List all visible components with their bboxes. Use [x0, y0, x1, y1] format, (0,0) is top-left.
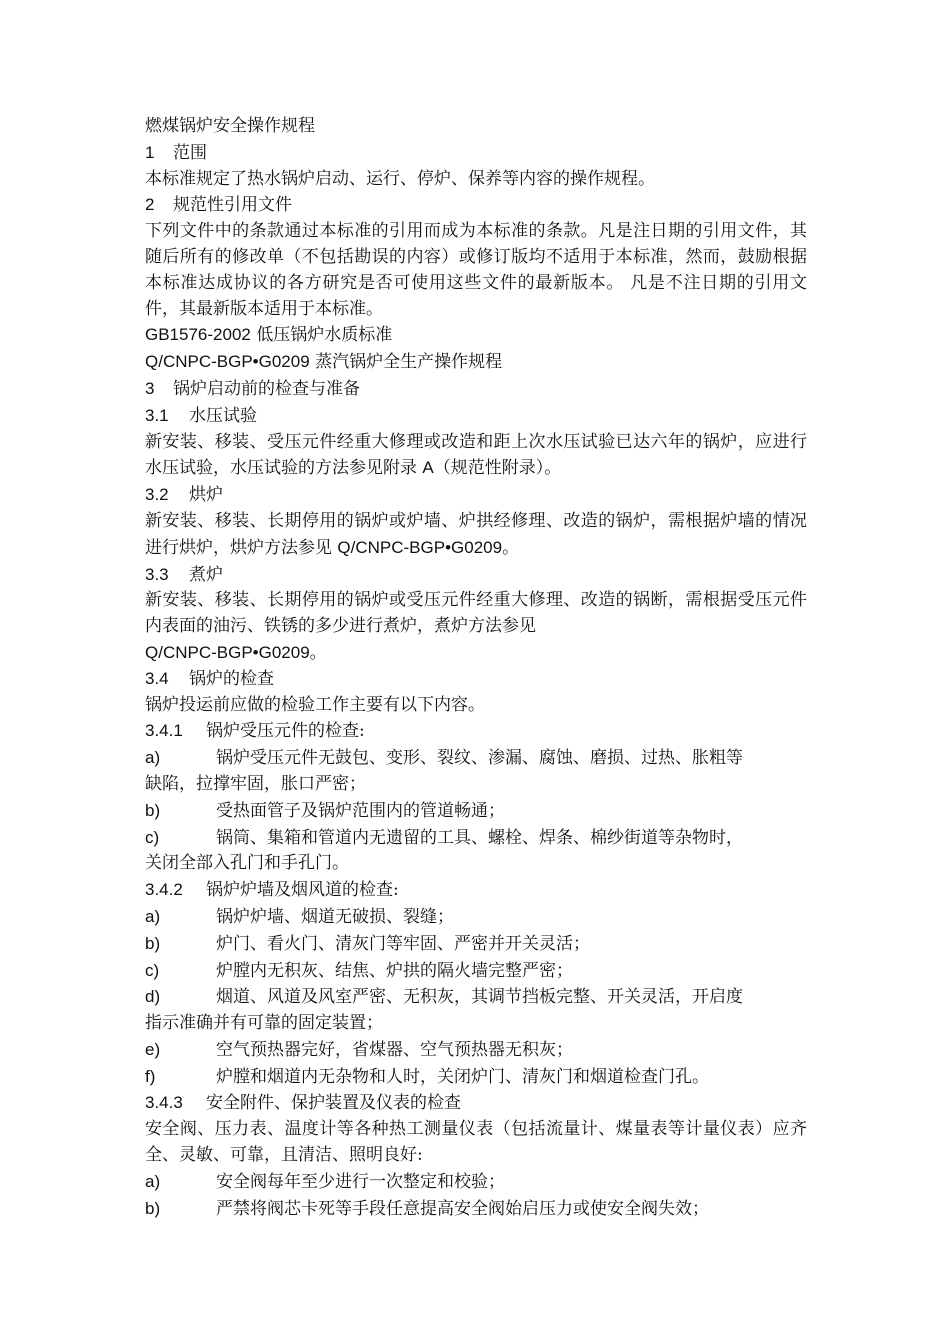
list-item: c) 锅筒、集箱和管道内无遗留的工具、螺栓、焊条、棉纱街道等杂物时， [145, 827, 743, 848]
list-item-continuation: 缺陷，拉撑牢固，胀口严密； [145, 773, 366, 794]
subsubsection-heading: 3.4.3 安全附件、保护装置及仪表的检查 [145, 1093, 461, 1114]
paragraph: 下列文件中的条款通过本标准的引用而成为本标准的条款。凡是注日期的引用文件，其随后所有的修改单（不包括勘误的内容）或修订版均不适用于本标准，然而，鼓励根据本标准达成协议的各方研究是否可使用这些文件的最新版本。 凡是不注日期的引用文件，其最新版本适用于本标准。 [145, 221, 807, 319]
subsubsection-heading: 3.4.2 锅炉炉墙及烟风道的检查: [145, 880, 399, 901]
section-heading: 3 锅炉启动前的检查与准备 [145, 378, 360, 399]
document-page [145, 114, 807, 1222]
list-item-continuation: 关闭全部入孔门和手孔门。 [145, 853, 349, 874]
document-title: 燃煤锅炉安全操作规程 [145, 116, 315, 136]
list-item: b) 炉门、看火门、清灰门等牢固、严密并开关灵活； [145, 933, 590, 954]
paragraph: 锅炉投运前应做的检验工作主要有以下内容。 [145, 694, 485, 715]
paragraph: 新安装、移装、受压元件经重大修理或改造和距上次水压试验已达六年的锅炉，应进行水压试验，水压试验的方法参见附录 A（规范性附录）。 [145, 431, 807, 479]
subsection-heading: 3.3 煮炉 [145, 564, 223, 585]
reference: Q/CNPC-BGP•G0209 蒸汽锅炉全生产操作规程 [145, 352, 503, 373]
subsection-heading: 3.4 锅炉的检查 [145, 668, 274, 689]
subsubsection-heading: 3.4.1 锅炉受压元件的检查: [145, 721, 365, 742]
section-heading: 1 范围 [145, 142, 207, 163]
list-item: e) 空气预热器完好，省煤器、空气预热器无积灰； [145, 1039, 573, 1060]
list-item: d) 烟道、风道及风室严密、无积灰，其调节挡板完整、开关灵活，开启度 [145, 987, 743, 1008]
list-item: a) 锅炉受压元件无鼓包、变形、裂纹、渗漏、腐蚀、磨损、过热、胀粗等 [145, 748, 743, 769]
list-item: b) 受热面管子及锅炉范围内的管道畅通； [145, 800, 505, 821]
list-item: b) 严禁将阀芯卡死等手段任意提高安全阀始启压力或使安全阀失效； [145, 1198, 709, 1219]
reference: GB1576-2002 低压锅炉水质标准 [145, 325, 393, 346]
paragraph: 本标准规定了热水锅炉启动、运行、停炉、保养等内容的操作规程。 [145, 168, 655, 189]
subsection-heading: 3.1 水压试验 [145, 405, 257, 426]
section-heading: 2 规范性引用文件 [145, 195, 292, 216]
list-item: f) 炉膛和烟道内无杂物和人时，关闭炉门、清灰门和烟道检查门孔。 [145, 1066, 709, 1087]
paragraph: 新安装、移装、长期停用的锅炉或受压元件经重大修理、改造的锅断，需根据受压元件内表面的油污、铁锈的多少进行煮炉，煮炉方法参见 [145, 590, 807, 637]
list-item-continuation: 指示准确并有可靠的固定装置； [145, 1013, 383, 1034]
paragraph: 安全阀、压力表、温度计等各种热工测量仪表（包括流量计、煤量表等计量仪表）应齐全、灵敏、可靠，且清洁、照明良好: [145, 1119, 807, 1166]
list-item: a) 安全阀每年至少进行一次整定和校验； [145, 1171, 505, 1192]
paragraph: 新安装、移装、长期停用的锅炉或炉墙、炉拱经修理、改造的锅炉，需根据炉墙的情况进行烘炉，烘炉方法参见 Q/CNPC-BGP•G0209。 [145, 510, 807, 558]
subsection-heading: 3.2 烘炉 [145, 485, 223, 506]
list-item: a) 锅炉炉墙、烟道无破损、裂缝； [145, 906, 454, 927]
list-item: c) 炉膛内无积灰、结焦、炉拱的隔火墙完整严密； [145, 960, 573, 981]
paragraph-continuation: Q/CNPC-BGP•G0209。 [145, 642, 327, 662]
